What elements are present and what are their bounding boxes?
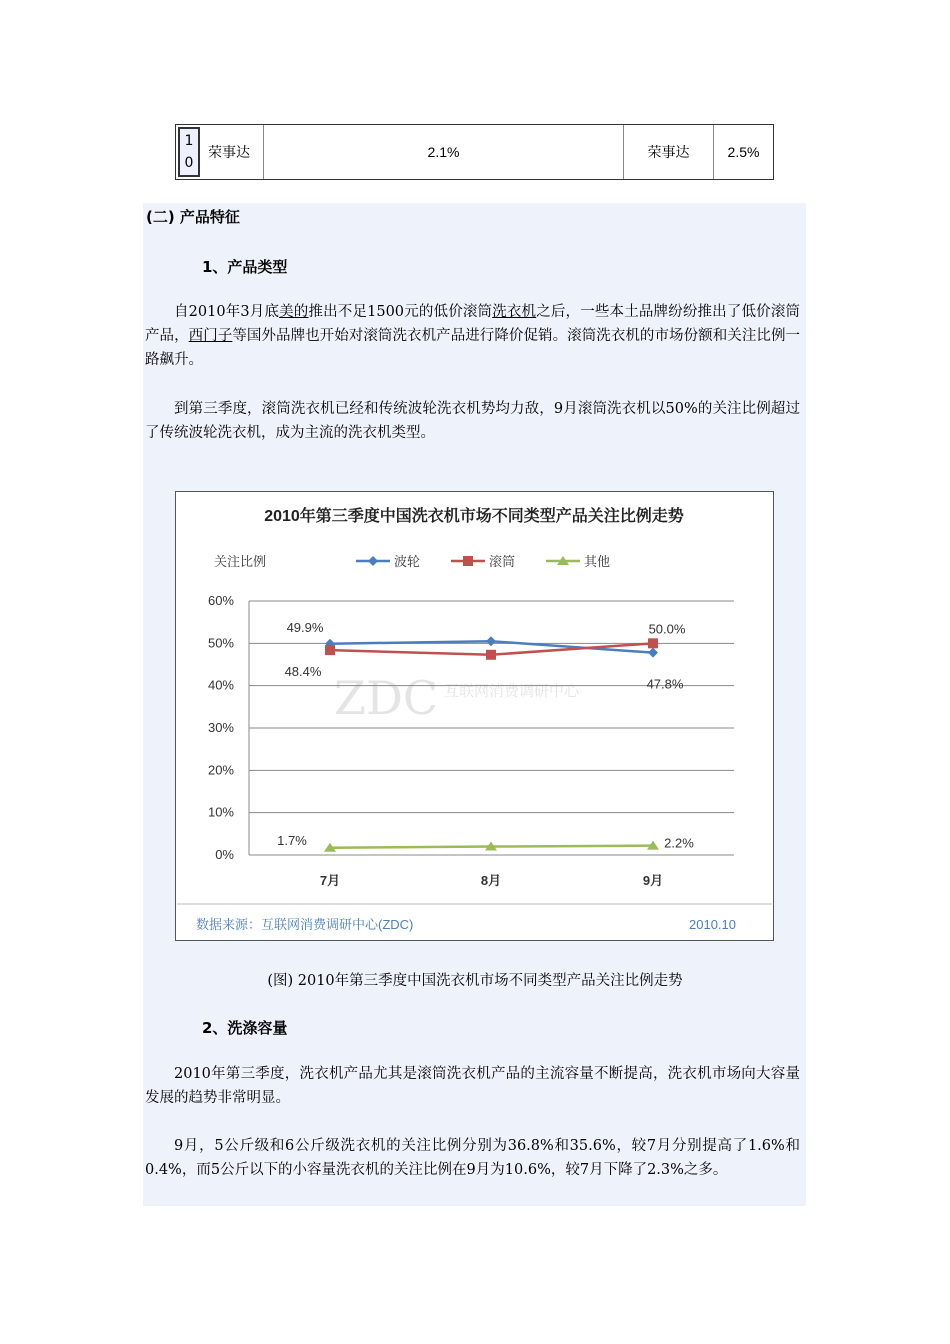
chart-source: 数据来源：互联网消费调研中心(ZDC) — [196, 917, 414, 932]
paragraph-capacity-2: 9月，5公斤级和6公斤级洗衣机的关注比例分别为36.8%和35.6%，较7月分别提高了1.6%和0.4%，而5公斤以下的小容量洗衣机的关注比例在9月为10.6%，较7月下降了2.3%之多。 — [145, 1138, 800, 1178]
data-label: 47.8% — [646, 676, 684, 692]
data-label: 49.9% — [286, 619, 324, 635]
y-tick-label: 30% — [207, 720, 234, 735]
y-tick-label: 0% — [215, 847, 234, 862]
y-tick-label: 60% — [207, 593, 234, 608]
rank-digit: 1 — [184, 133, 194, 149]
link-midea[interactable]: 美的 — [279, 304, 309, 320]
data-point — [648, 638, 658, 648]
trend-chart — [175, 491, 774, 941]
paragraph-product-type-2: 到第三季度，滚筒洗衣机已经和传统波轮洗衣机势均力敌，9月滚筒洗衣机以50%的关注比例超过了传统波轮洗衣机，成为主流的洗衣机类型。 — [145, 401, 800, 441]
data-point — [648, 648, 658, 658]
data-point — [486, 636, 496, 646]
data-point — [486, 650, 496, 660]
y-tick-label: 40% — [207, 677, 234, 693]
data-label: 50.0% — [648, 621, 686, 637]
rank-digit: 0 — [184, 155, 194, 171]
rank-number-cell — [178, 127, 200, 177]
trend-chart-svg — [176, 492, 773, 940]
ranking-table-row — [175, 124, 774, 180]
data-point — [325, 645, 335, 655]
chart-title: 2010年第三季度中国洗衣机市场不同类型产品关注比例走势 — [264, 508, 684, 525]
data-label: 1.7% — [277, 832, 307, 848]
legend-marker — [463, 556, 473, 566]
brand-cell-1: 荣事达 — [202, 125, 264, 179]
x-tick-label: 8月 — [480, 873, 502, 888]
x-tick-label: 7月 — [319, 873, 341, 888]
link-siemens[interactable]: 西门子 — [188, 328, 233, 344]
legend-label: 波轮 — [394, 554, 421, 569]
legend-label: 滚筒 — [489, 554, 516, 569]
legend-marker — [368, 556, 378, 566]
percent-cell-2: 2.5% — [727, 144, 760, 160]
subsection-title-product-type: 1、产品类型 — [202, 258, 288, 276]
section-title: (二) 产品特征 — [146, 208, 240, 226]
y-tick-label: 20% — [207, 762, 234, 778]
y-tick-label: 10% — [207, 804, 234, 820]
watermark-text: 互联网消费调研中心 — [444, 683, 580, 700]
paragraph-capacity-1: 2010年第三季度，洗衣机产品尤其是滚筒洗衣机产品的主流容量不断提高，洗衣机市场向大容量发展的趋势非常明显。 — [145, 1066, 800, 1106]
chart-series — [277, 620, 694, 852]
chart-date: 2010.10 — [689, 917, 736, 932]
data-label: 2.2% — [664, 835, 694, 851]
percent-cell-1: 2.1% — [264, 125, 624, 179]
data-label: 48.4% — [284, 664, 322, 680]
chart-legend — [356, 554, 610, 569]
y-axis-label: 关注比例 — [214, 554, 267, 569]
brand-cell-2: 荣事达 — [624, 125, 714, 179]
figure-caption: (图) 2010年第三季度中国洗衣机市场不同类型产品关注比例走势 — [267, 973, 683, 989]
y-tick-label: 50% — [207, 635, 234, 651]
paragraph-product-type-1: 自2010年3月底美的推出不足1500元的低价滚筒洗衣机之后，一些本土品牌纷纷推出了低价滚筒产品，西门子等国外品牌也开始对滚筒洗衣机产品进行降价促销。滚筒洗衣机的市场份额和关注比例一路飙升。 — [145, 304, 801, 368]
subsection-title-capacity: 2、洗涤容量 — [202, 1019, 288, 1037]
x-tick-label: 9月 — [642, 873, 664, 888]
y-tick-labels — [208, 593, 234, 862]
x-tick-labels — [320, 873, 663, 888]
legend-label: 其他 — [584, 554, 611, 569]
watermark-logo: ZDC — [334, 671, 439, 725]
link-washing-machine[interactable]: 洗衣机 — [492, 304, 537, 320]
